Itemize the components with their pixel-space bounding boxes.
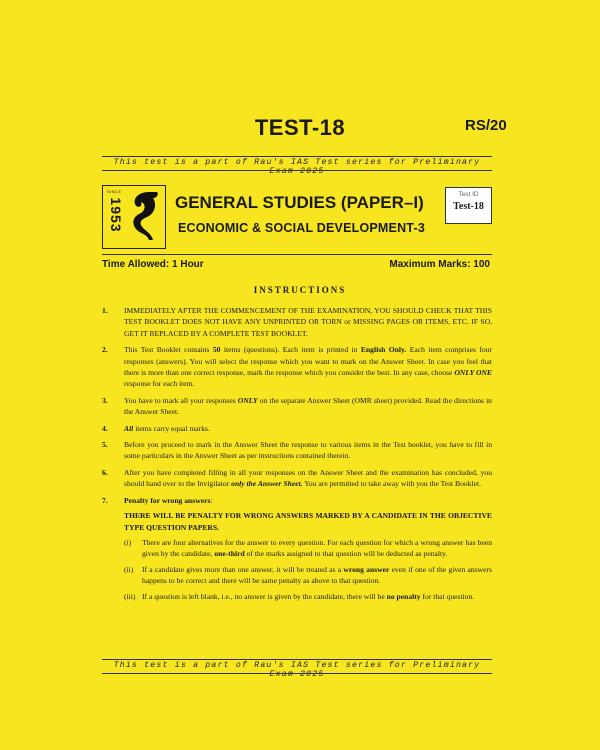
penalty-rule — [124, 537, 492, 560]
item-text: You are permitted to take away with you the Test Booklet. — [302, 479, 481, 489]
logo-since-text: SINCE — [107, 189, 122, 194]
item-emphasis: English Only. — [360, 345, 407, 355]
item-text: This Test Booklet contains — [124, 345, 213, 355]
divider — [102, 170, 492, 171]
institute-logo — [102, 185, 166, 249]
item-text: Before you proceed to mark in the Answer Sheet the response to various items in the Test booklet, you have to fill in some particulars in the Answer Sheet as per instructions contained therein. — [124, 440, 492, 461]
penalty-label: Penalty for wrong answers — [124, 495, 211, 505]
rule-number: (ii) — [124, 564, 134, 574]
series-banner-top: This test is a part of Rau's IAS Test series for Preliminary Exam 2025 — [113, 158, 481, 176]
instruction-item — [102, 395, 492, 418]
test-id-label: Test ID — [458, 191, 479, 198]
penalty-notice: THERE WILL BE PENALTY FOR WRONG ANSWERS MARKED BY A CANDIDATE IN THE OBJECTIVE TYPE QUESTION PAPERS. — [124, 511, 492, 532]
rule-number: (iii) — [124, 591, 136, 601]
paper-title: GENERAL STUDIES (PAPER–I) — [175, 193, 424, 212]
item-number: 4. — [102, 423, 108, 433]
instructions-heading: INSTRUCTIONS — [253, 285, 347, 295]
rule-number: (i) — [124, 537, 132, 547]
divider — [102, 659, 492, 660]
divider — [102, 254, 492, 255]
item-text: IMMEDIATELY AFTER THE COMMENCEMENT OF THE EXAMINATION, YOU SHOULD CHECK THAT THIS TEST BOOKLET DOES NOT HAVE ANY UNPRINTED OR TORN or MISSING PAGES OR ITEMS, ETC. IF SO, GET IT REPLACED BY A COMPLETE TEST BOOKLET. — [124, 306, 492, 338]
item-number: 3. — [102, 395, 108, 405]
item-emphasis: only the Answer Sheet. — [231, 479, 303, 489]
test-id-value: Test-18 — [453, 201, 484, 212]
test-id-box — [445, 187, 492, 224]
item-number: 5. — [102, 440, 108, 450]
rule-text: even if one of the given answers happens to be correct and there will be same penalty as above to that question. — [142, 564, 493, 586]
penalty-rule — [124, 591, 492, 602]
rule-emphasis: one-third — [214, 549, 245, 559]
instruction-item — [102, 439, 492, 462]
rule-text: If a candidate gives more than one answer, it will be treated as a — [142, 564, 344, 574]
rule-text: of the marks assigned to that question will be deducted as penalty. — [244, 549, 448, 559]
item-number: 6. — [102, 467, 108, 477]
rule-text: If a question is left blank, i.e., no answer is given by the candidate, there will be — [142, 591, 387, 601]
divider — [102, 673, 492, 674]
logo-emblem-icon — [127, 190, 161, 244]
divider — [102, 156, 492, 157]
item-text: items carry equal marks. — [133, 423, 210, 433]
rule-emphasis: no penalty — [386, 591, 421, 601]
paper-subtitle: ECONOMIC & SOCIAL DEVELOPMENT-3 — [178, 221, 425, 235]
penalty-rule — [124, 564, 492, 587]
item-emphasis: ONLY ONE — [454, 368, 492, 378]
item-number: 7. — [102, 495, 108, 505]
item-number: 1. — [102, 306, 108, 315]
instruction-item — [102, 467, 492, 490]
logo-year: 1953 — [108, 197, 124, 233]
rule-text: for that question. — [420, 591, 475, 601]
instruction-item — [102, 305, 492, 339]
item-emphasis: 50 — [212, 345, 221, 355]
rule-emphasis: wrong answer — [343, 564, 390, 574]
item-number: 2. — [102, 345, 108, 355]
item-text: response for each item. — [124, 379, 195, 389]
item-text: items (questions). Each item is printed in — [220, 345, 361, 355]
penalty-colon: : — [210, 495, 213, 505]
instruction-item — [102, 495, 492, 602]
series-banner-bottom: This test is a part of Rau's IAS Test series for Preliminary Exam 2025 — [113, 661, 481, 679]
item-text: After you have completed filling in all your responses on the Answer Sheet and the examination has concluded, you should hand over to the Invigilator — [124, 467, 492, 489]
instruction-item — [102, 423, 492, 434]
item-text: You have to mark all your responses — [124, 395, 238, 405]
item-emphasis: All — [124, 423, 134, 433]
price-label: RS/20 — [465, 117, 507, 134]
rule-text: There are four alternatives for the answer to every question. For each question for which a wrong answer has been given by the candidate, — [142, 537, 492, 559]
instruction-item — [102, 344, 492, 390]
test-title: TEST-18 — [254, 115, 346, 140]
item-emphasis: ONLY — [237, 395, 258, 405]
time-allowed: Time Allowed: 1 Hour — [102, 259, 204, 270]
item-text: Each item comprises four responses (answers). You will select the response which you want to mark on the Answer Sheet. In case you feel that there is more than one correct response, mark the response which you consider the best. In any case, choose — [124, 345, 493, 378]
maximum-marks: Maximum Marks: 100 — [389, 259, 490, 270]
item-text: on the separate Answer Sheet (OMR sheet) provided. Read the directions in the Answer Sheet. — [124, 395, 492, 417]
instructions-list — [102, 305, 492, 604]
